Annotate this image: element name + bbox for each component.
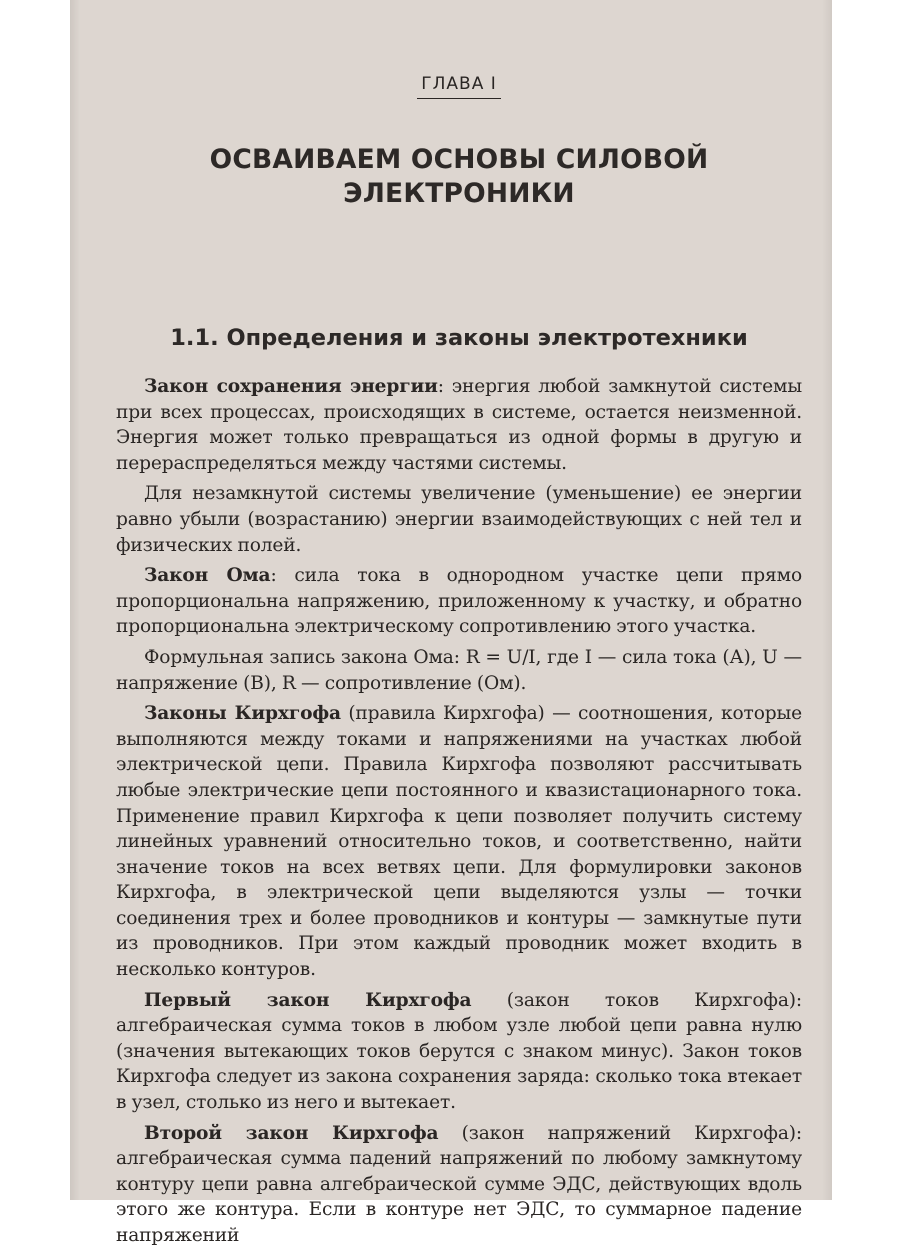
paragraph-kirchhoff-first	[116, 988, 802, 1116]
term-kirchhoff-second: Второй закон Кирхгофа	[144, 1122, 439, 1144]
text-kirchhoff-first: (закон токов Кирхгофа): алгебраическая сумма токов в любом узле любой цепи равна нулю (значения вытекающих токов берутся с знаком минус). Закон токов Кирхгофа следует из закона сохранения заряда: сколько тока втекает в узел, столько из него и вытекает.	[116, 989, 802, 1114]
term-ohms-law: Закон Ома	[144, 565, 271, 587]
text-energy-conservation: : энергия любой замкнутой системы при всех процессах, происходящих в системе, остается неизменной. Энергия может только превращаться из одной формы в другую и перераспределяться между частями системы.	[116, 376, 802, 474]
chapter-label-text: ГЛАВА I	[417, 73, 501, 99]
book-page	[70, 0, 832, 1246]
text-open-system: Для незамкнутой системы увеличение (уменьшение) ее энергии равно убыли (возрастанию) энергии взаимодействующих с ней тел и физических полей.	[116, 483, 802, 556]
term-energy-conservation: Закон сохранения энергии	[144, 376, 438, 397]
chapter-label	[116, 73, 802, 99]
text-ohms-law: : сила тока в однородном участке цепи прямо пропорциональна напряжению, приложенному к участку, и обратно пропорциональна электрическому сопротивлению этого участка.	[116, 565, 802, 638]
text-kirchhoff-second: (закон напряжений Кирхгофа): алгебраическая сумма падений напряжений по любому замкнутому контуру цепи равна алгебраической сумме ЭДС, действующих вдоль этого же контура. Если в контуре нет ЭДС, то суммарное падение напряжений	[116, 1122, 802, 1246]
paragraph-kirchhoff-laws	[116, 701, 802, 983]
paragraph-energy-conservation	[116, 374, 802, 476]
paragraph-open-system	[116, 481, 802, 558]
text-kirchhoff-laws: (правила Кирхгофа) — соотношения, которые выполняются между токами и напряжениями на участках любой электрической цепи. Правила Кирхгофа позволяют рассчитывать любые электрические цепи постоянного и квазистационарного тока. Применение правил Кирхгофа к цепи позволяет получить систему линейных уравнений относительно токов, и соответственно, найти значение токов на всех ветвях цепи. Для формулировки законов Кирхгофа, в электрической цепи выделяются узлы — точки соединения трех и более проводников и контуры — замкнутые пути из проводников. При этом каждый проводник может входить в несколько контуров.	[116, 703, 802, 981]
paragraph-kirchhoff-second	[116, 1121, 802, 1249]
text-ohms-formula: Формульная запись закона Ома: R = U/I, где I — сила тока (А), U — напряжение (В), R — сопротивление (Ом).	[116, 646, 802, 694]
body-text	[116, 374, 802, 1249]
term-kirchhoff-first: Первый закон Кирхгофа	[144, 989, 472, 1011]
paragraph-ohms-formula	[116, 645, 802, 696]
term-kirchhoff-laws: Законы Кирхгофа	[144, 703, 341, 725]
section-title: 1.1. Определения и законы электротехники	[170, 325, 748, 351]
chapter-title: ОСВАИВАЕМ ОСНОВЫ СИЛОВОЙ ЭЛЕКТРОНИКИ	[209, 144, 709, 209]
paragraph-ohms-law	[116, 563, 802, 640]
